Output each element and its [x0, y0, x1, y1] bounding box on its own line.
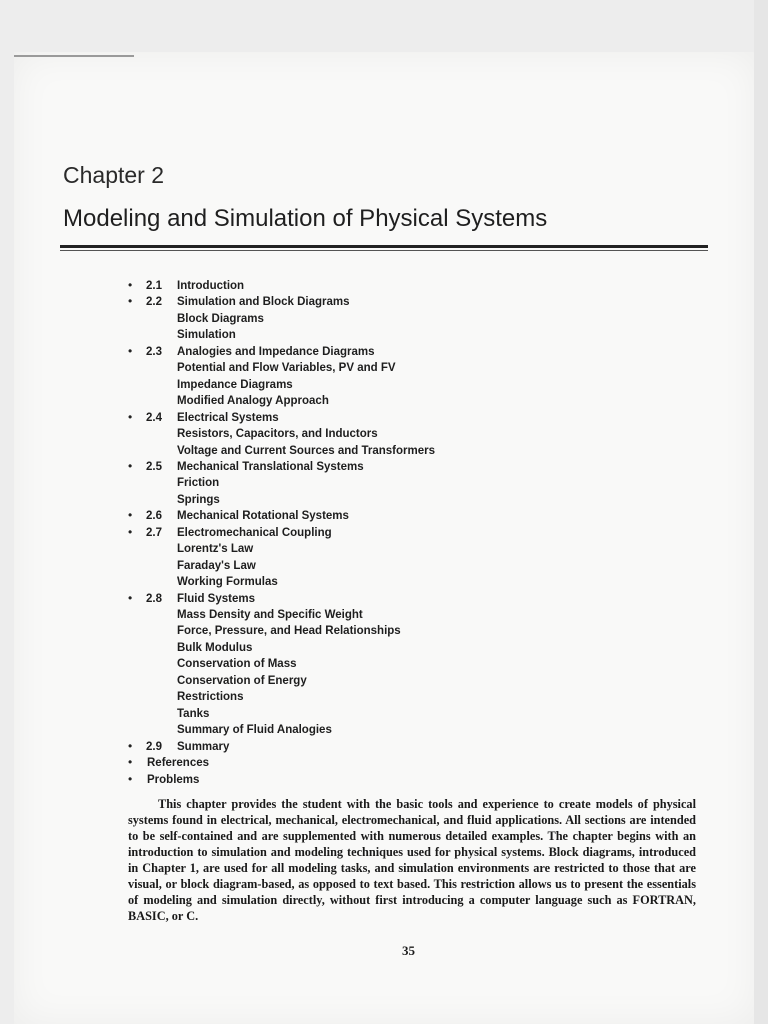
toc-section-number: 2.4: [146, 411, 162, 424]
toc-section-title: Analogies and Impedance Diagrams: [177, 345, 375, 358]
toc-subsection-title: Modified Analogy Approach: [177, 395, 329, 408]
toc-subsection-title: Conservation of Energy: [177, 674, 307, 687]
toc-section-title: Electrical Systems: [177, 411, 279, 424]
toc-subsection-title: Potential and Flow Variables, PV and FV: [177, 362, 396, 375]
toc-subsection-title: Restrictions: [177, 691, 244, 704]
toc-bullet: •: [128, 771, 133, 786]
toc-section-title: Mechanical Rotational Systems: [177, 510, 349, 523]
toc-bullet: •: [128, 524, 133, 539]
toc-bullet: •: [128, 343, 133, 358]
toc-section-number: 2.1: [146, 280, 162, 292]
toc-section-title: Fluid Systems: [177, 592, 255, 605]
page-right-edge: [754, 0, 768, 1024]
toc-section-number: 2.3: [146, 345, 162, 358]
toc-section-number: 2.2: [146, 296, 162, 309]
toc-section-number: 2.6: [146, 510, 162, 523]
toc-subsection-title: Faraday's Law: [177, 559, 256, 572]
toc-section-title: Problems: [147, 773, 200, 786]
toc-bullet: •: [128, 294, 133, 309]
toc-subsection-title: Block Diagrams: [177, 312, 264, 325]
toc-subsection-title: Impedance Diagrams: [177, 378, 293, 391]
toc-subsection-title: Working Formulas: [177, 576, 278, 589]
title-rule-thick: [60, 245, 708, 248]
toc-section-number: 2.5: [146, 460, 162, 473]
toc-section-title: References: [147, 757, 210, 770]
toc-subsection-title: Resistors, Capacitors, and Inductors: [177, 428, 378, 441]
toc-subsection-title: Tanks: [177, 707, 210, 720]
toc-section-title: Simulation and Block Diagrams: [177, 296, 350, 309]
toc-section-number: 2.7: [146, 526, 162, 539]
toc-subsection-title: Friction: [177, 477, 220, 490]
toc-section-number: 2.8: [146, 592, 162, 605]
toc-subsection-title: Voltage and Current Sources and Transformers: [177, 444, 435, 457]
toc-bullet: •: [128, 409, 133, 424]
toc-bullet: •: [128, 755, 133, 770]
toc-bullet: •: [128, 738, 133, 753]
page-edge-mark: [14, 55, 134, 57]
toc-subsection-title: Summary of Fluid Analogies: [177, 724, 332, 737]
page-number: 35: [402, 943, 415, 958]
toc-subsection-title: Springs: [177, 493, 220, 506]
toc-section-title: Electromechanical Coupling: [177, 526, 332, 539]
toc-subsection-title: Mass Density and Specific Weight: [177, 609, 363, 621]
toc-bullet: •: [128, 458, 133, 473]
toc-section-number: 2.9: [146, 740, 162, 753]
intro-paragraph: This chapter provides the student with the basic tools and experience to create models of physical systems found in electrical, mechanical, electromechanical, and fluid applications. All sections are intended to be self-contained and are supplemented with numerous detailed examples. The chapter begins with an introduction to simulation and modeling techniques used for physical systems. Block diagrams, introduced in Chapter 1, are used for all modeling tasks, and simulation environments are restricted to those that are visual, or block diagram-based, as opposed to text based. This restriction allows us to present the essentials of modeling and simulation directly, without first introducing a computer language such as FORTRAN, BASIC, or C.: [128, 797, 696, 923]
toc-section-title: Summary: [177, 740, 230, 753]
toc-subsection-title: Lorentz's Law: [177, 543, 254, 556]
toc-bullet: •: [128, 508, 133, 523]
toc-bullet: •: [128, 590, 133, 605]
toc-bullet: •: [128, 278, 133, 292]
toc-subsection-title: Conservation of Mass: [177, 658, 297, 671]
toc-section-title: Introduction: [177, 280, 245, 292]
toc-subsection-title: Force, Pressure, and Head Relationships: [177, 625, 401, 638]
toc-subsection-title: Bulk Modulus: [177, 641, 253, 654]
toc-section-title: Mechanical Translational Systems: [177, 460, 364, 473]
chapter-label: Chapter 2: [63, 162, 165, 188]
title-rule-thin: [60, 250, 708, 251]
toc-subsection-title: Simulation: [177, 329, 236, 342]
chapter-title: Modeling and Simulation of Physical Systems: [63, 205, 548, 232]
